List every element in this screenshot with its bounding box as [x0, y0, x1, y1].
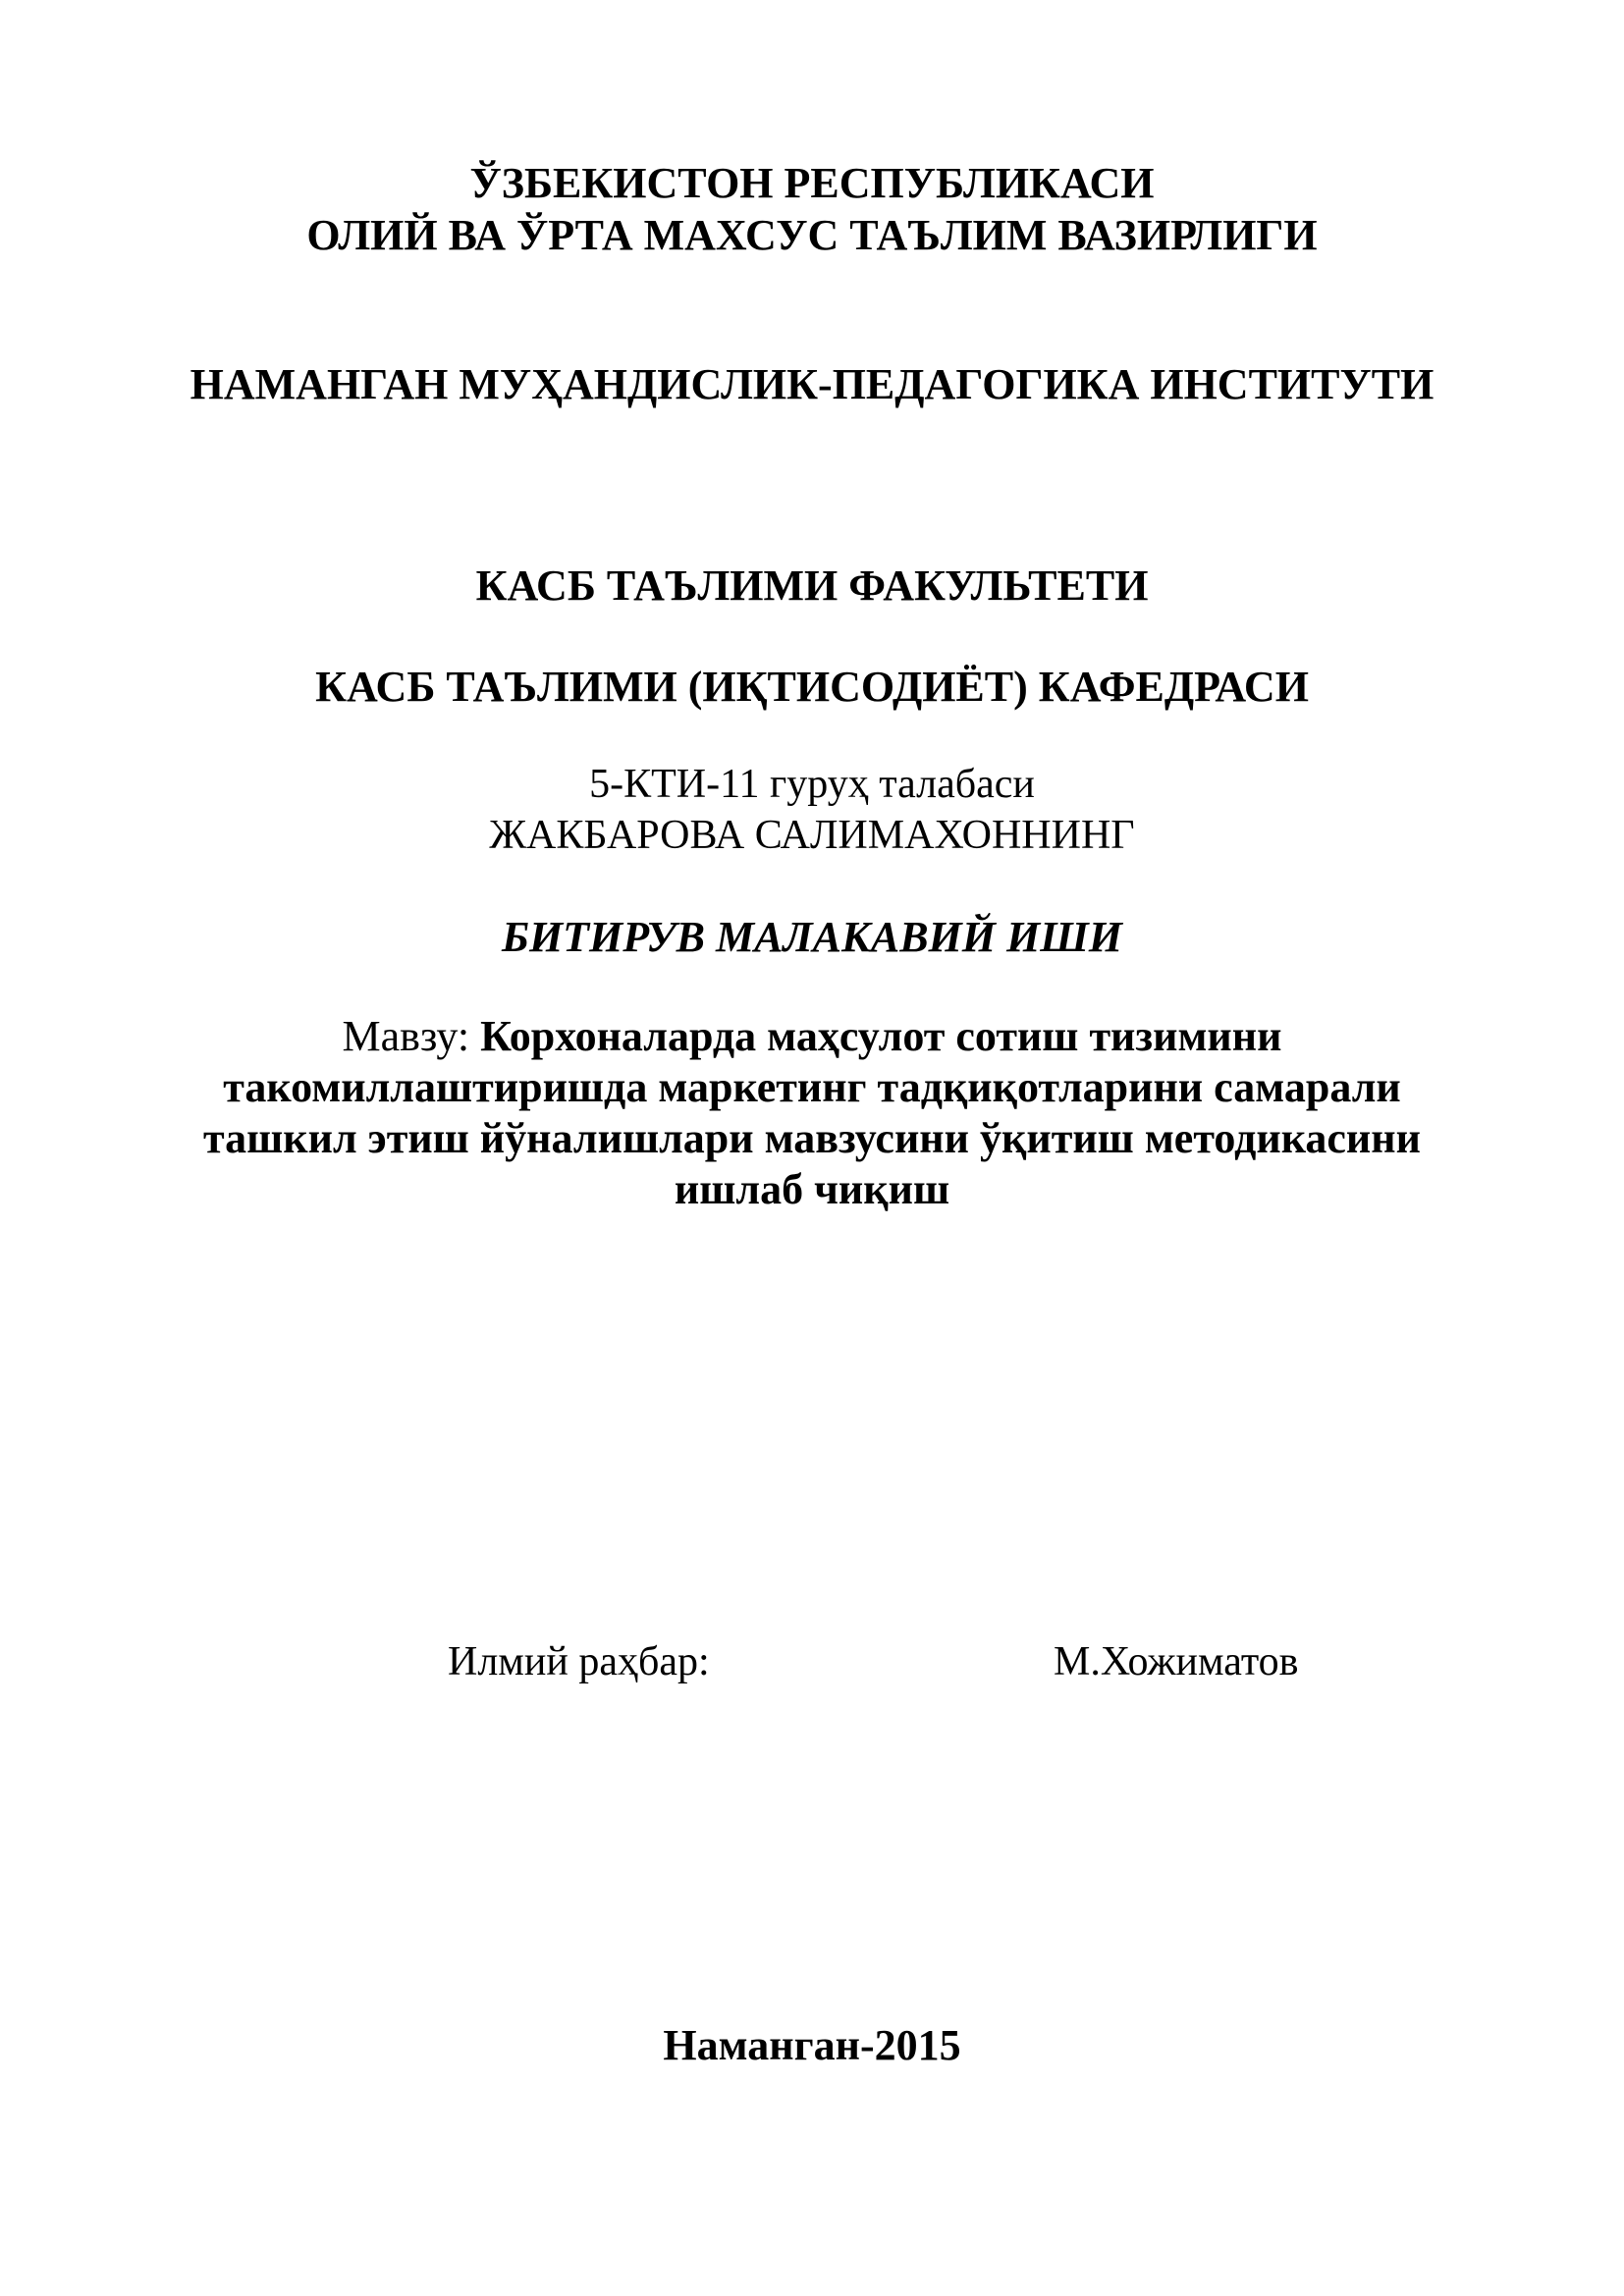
city-year: Наманган-2015 — [663, 2021, 961, 2069]
topic-block — [196, 1011, 1428, 1215]
topic-text-line3: ташкил этиш йўналишлари мавзусини ўқитиш методикасини — [203, 1114, 1421, 1162]
student-name: ЖАКБАРОВА САЛИМАХОННИНГ — [489, 813, 1135, 858]
topic-text-line1: Корхоналарда маҳсулот сотиш тизимини — [480, 1012, 1282, 1060]
department-name: КАСБ ТАЪЛИМИ (ИҚТИСОДИЁТ) КАФЕДРАСИ — [315, 663, 1309, 711]
institute-name: НАМАНГАН МУҲАНДИСЛИК-ПЕДАГОГИКА ИНСТИТУТИ — [189, 360, 1435, 408]
supervisor-label: Илмий раҳбар: — [448, 1639, 710, 1684]
faculty-name: КАСБ ТАЪЛИМИ ФАКУЛЬТЕТИ — [475, 561, 1149, 610]
topic-first-line — [196, 1011, 1428, 1062]
topic-text-line4: ишлаб чиқиш — [674, 1165, 950, 1213]
topic-label: Мавзу: — [342, 1012, 481, 1060]
ministry-title-line2: ОЛИЙ ВА ЎРТА МАХСУС ТАЪЛИМ ВАЗИРЛИГИ — [306, 211, 1318, 259]
work-type-title: БИТИРУВ МАЛАКАВИЙ ИШИ — [502, 913, 1122, 961]
ministry-title-line1: ЎЗБЕКИСТОН РЕСПУБЛИКАСИ — [469, 159, 1155, 207]
student-group: 5-КТИ-11 гуруҳ талабаси — [589, 762, 1035, 807]
supervisor-name: М.Хожиматов — [1054, 1639, 1299, 1684]
topic-text-line2: такомиллаштиришда маркетинг тадқиқотларини самарали — [223, 1063, 1401, 1111]
